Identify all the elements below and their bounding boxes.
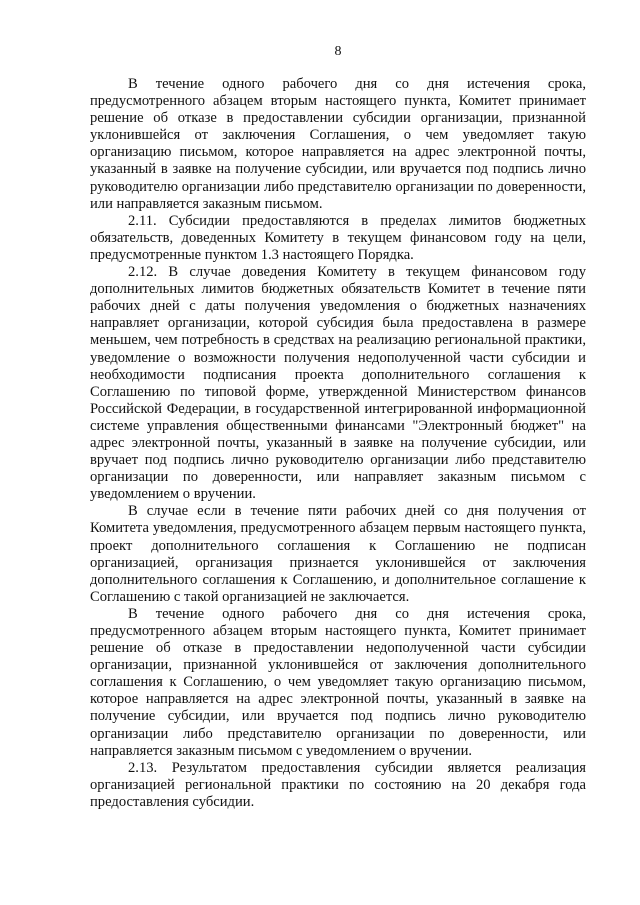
paragraph-2-12: 2.12. В случае доведения Комитету в текущем финансовом году дополнительных лимитов бюджетных обязательств Комитет в течение пяти рабочих дней с даты получения уведомления о бюджетных назначениях направляет организации, которой субсидия была предоставлена в размере меньшем, чем потребность в средствах на реализацию региональной практики, уведомление о возможности получения недополученной части субсидии и необходимости подписания проекта дополнительного соглашения к Соглашению по типовой форме, утвержденной Министерством финансов Российской Федерации, в государственной интегрированной информационной системе управления общественными финансами "Электронный бюджет" на адрес электронной почты, указанный в заявке на получение субсидии, или вручает под подпись лично руководителю организации либо представителю организации по доверенности, или направляет заказным письмом с уведомлением о вручении.: [90, 264, 586, 503]
paragraph-refusal-agreement: В течение одного рабочего дня со дня истечения срока, предусмотренного абзацем вторым настоящего пункта, Комитет принимает решение об отказе в предоставлении субсидии организации, признанной уклонившейся от заключения Соглашения, о чем уведомляет такую организацию письмом, которое направляется на адрес электронной почты, указанный в заявке на получение субсидии, или вручается под подпись лично руководителю организации либо представителю организации по доверенности, или направляется заказным письмом.: [90, 76, 586, 212]
paragraph-2-11: 2.11. Субсидии предоставляются в пределах лимитов бюджетных обязательств, доведенных Комитету в текущем финансовом году на цели, предусмотренные пунктом 1.3 настоящего Порядка.: [90, 212, 586, 263]
paragraph-evasion: В случае если в течение пяти рабочих дней со дня получения от Комитета уведомления, предусмотренного абзацем первым настоящего пункта, проект дополнительного соглашения к Соглашению не подписан организацией, организация признается уклонившейся от заключения дополнительного соглашения к Соглашению, и дополнительное соглашение к Соглашению с такой организацией не заключается.: [90, 503, 586, 605]
page-number: 8: [334, 44, 342, 59]
paragraph-refusal-additional: В течение одного рабочего дня со дня истечения срока, предусмотренного абзацем вторым настоящего пункта, Комитет принимает решение об отказе в предоставлении недополученной части субсидии организации, признанной уклонившейся от заключения дополнительного соглашения к Соглашению, о чем уведомляет такую организацию письмом, которое направляется на адрес электронной почты, указанный в заявке на получение субсидии, или вручается под подпись лично руководителю организации либо представителю организации по доверенности, или направляется заказным письмом с уведомлением о вручении.: [90, 605, 586, 759]
paragraph-2-13: 2.13. Результатом предоставления субсидии является реализация организацией региональной практики по состоянию на 20 декабря года предоставления субсидии.: [90, 759, 586, 810]
